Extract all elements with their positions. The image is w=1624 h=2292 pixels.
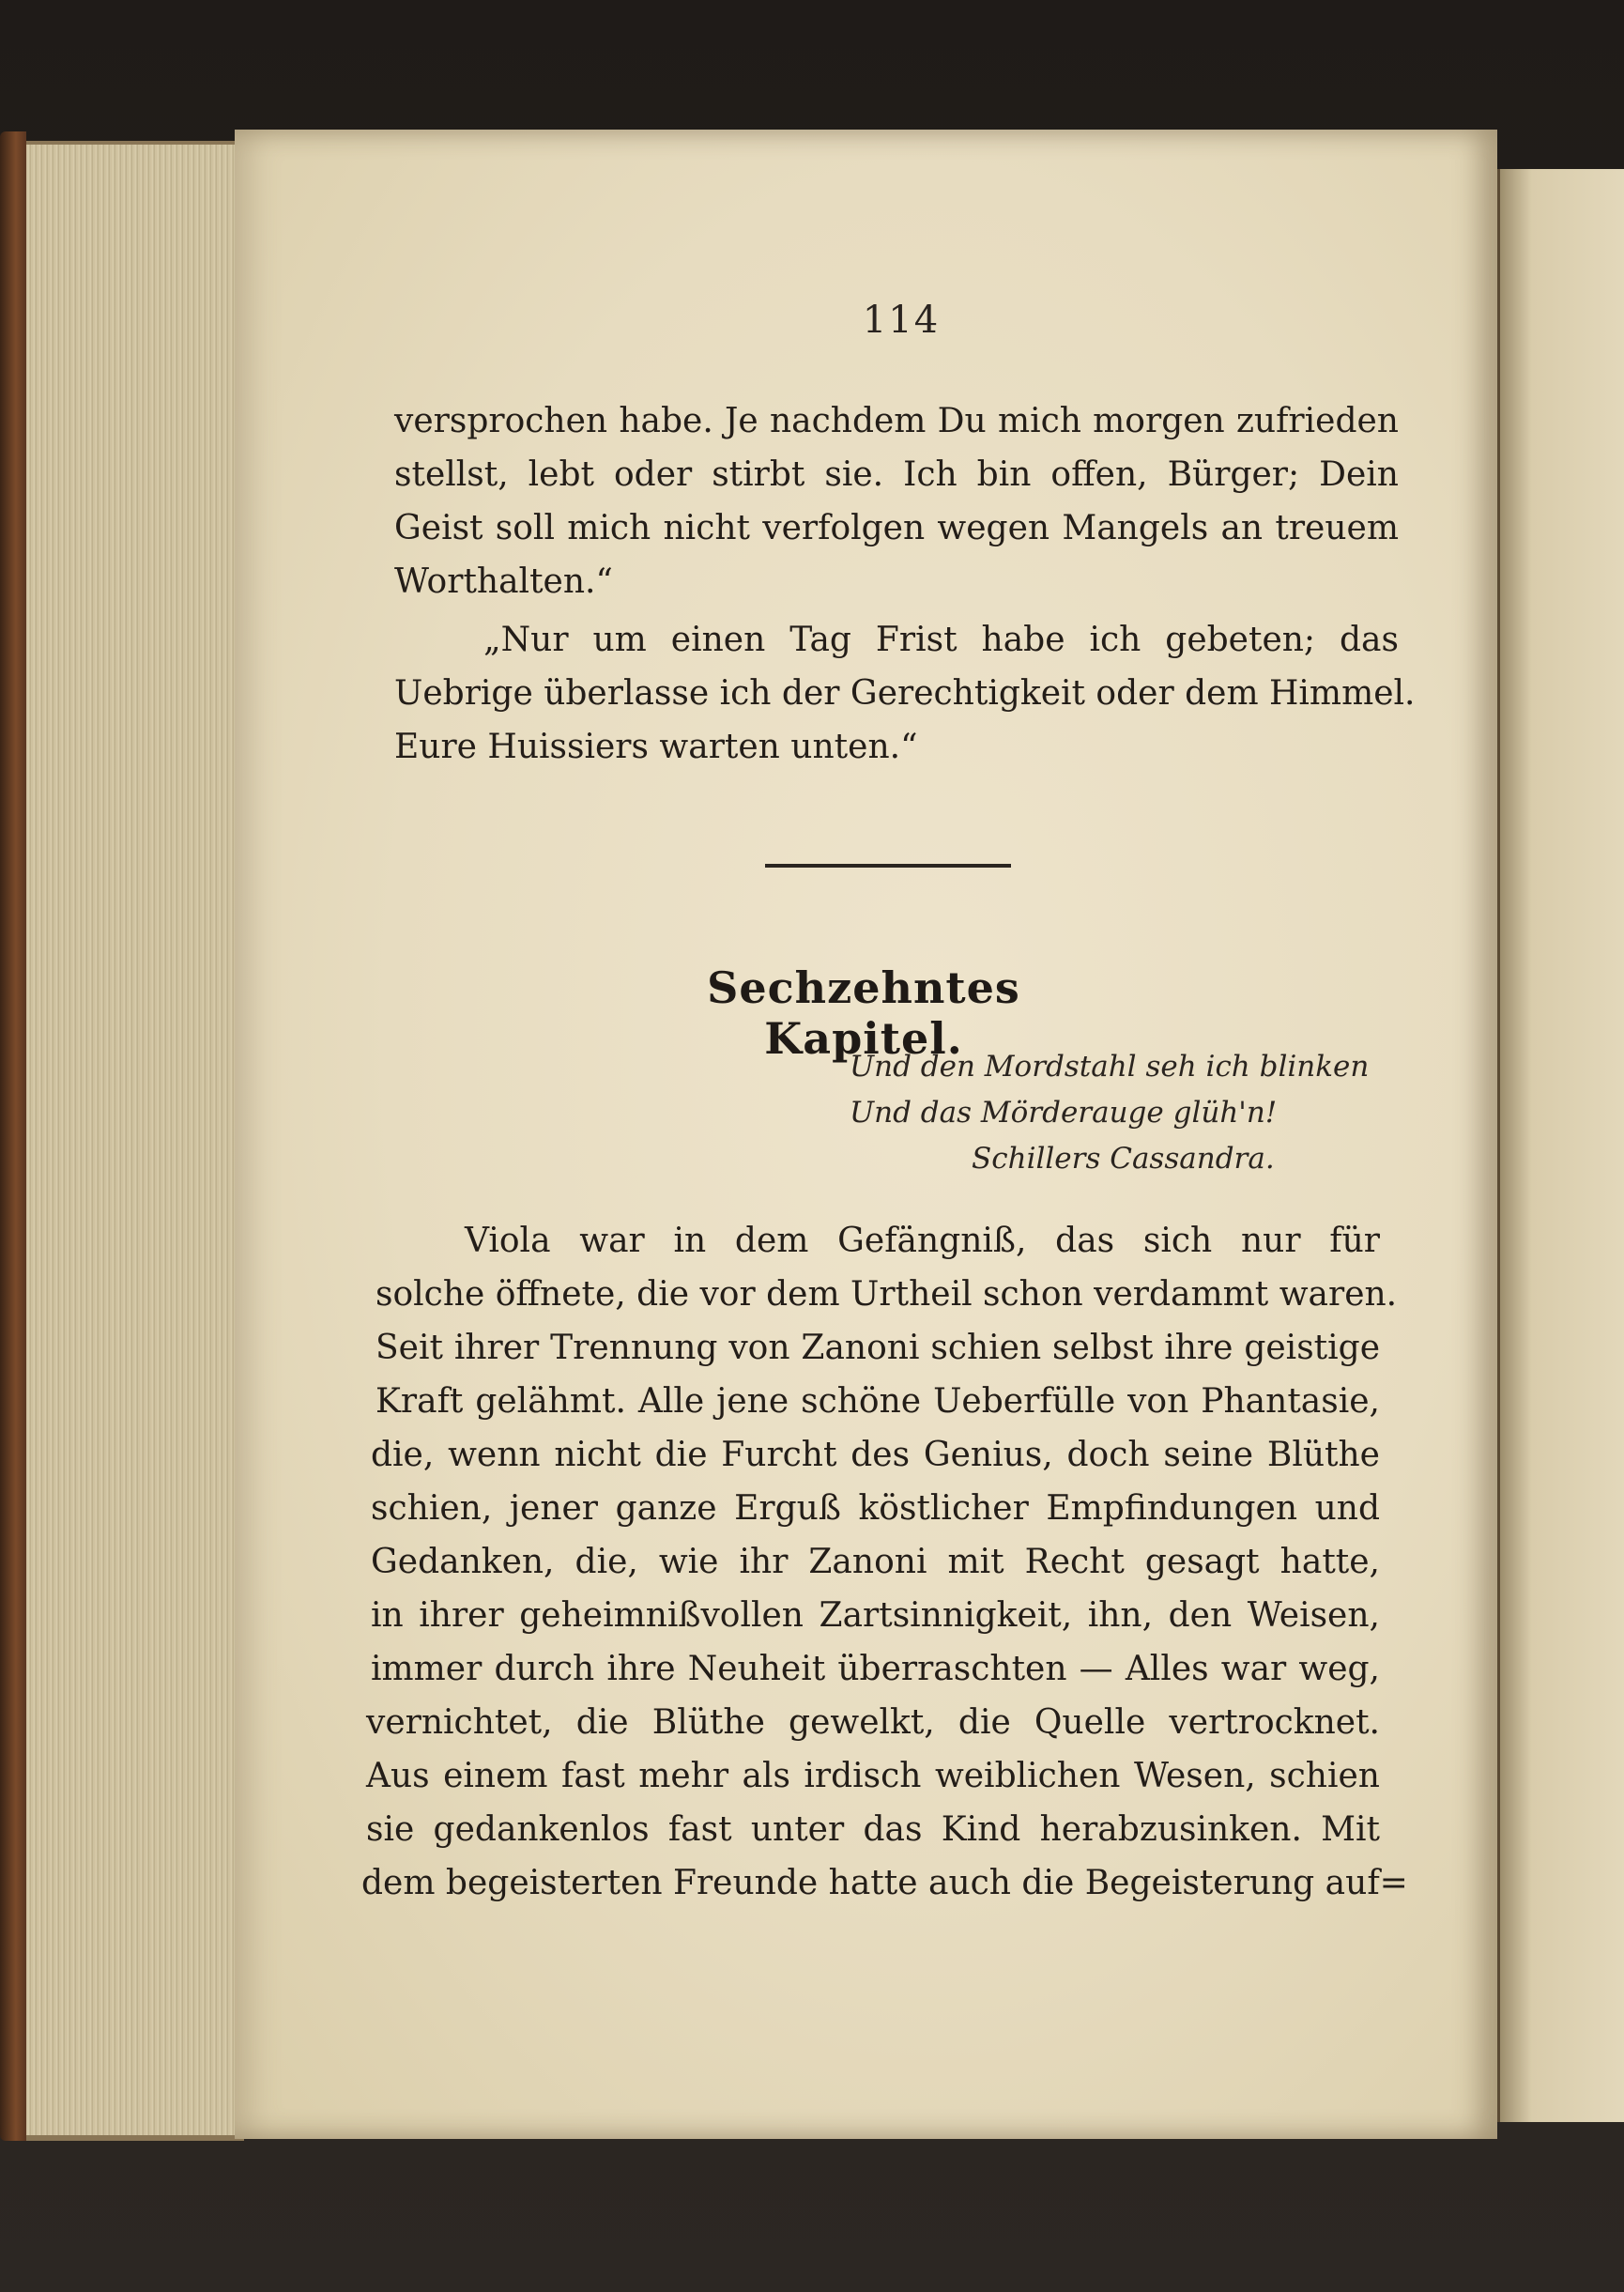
text-line: Worthalten.“ — [394, 562, 613, 601]
text-line: Gedanken, die, wie ihr Zanoni mit Recht gesagt hatte, — [371, 1543, 1380, 1581]
motto-attribution: Schillers Cassandra. — [972, 1142, 1275, 1176]
text-line: Geist soll mich nicht verfolgen wegen Mangels an treuem — [394, 509, 1399, 547]
text-line: immer durch ihre Neuheit überraschten — Alles war weg, — [371, 1650, 1380, 1688]
text-line: sie gedankenlos fast unter das Kind herabzusinken. Mit — [366, 1810, 1380, 1849]
text-line: Seit ihrer Trennung von Zanoni schien selbst ihre geistige — [375, 1329, 1380, 1367]
section-divider — [765, 864, 1011, 868]
text-line: „Nur um einen Tag Frist habe ich gebeten; das — [483, 621, 1399, 659]
facing-page-edge — [1497, 169, 1624, 2122]
page-number: 114 — [862, 299, 941, 342]
page-stack-edge — [26, 141, 244, 2141]
chapter-title: Sechzehntes Kapitel. — [707, 962, 1020, 1064]
text-line: vernichtet, die Blüthe gewelkt, die Quelle vertrocknet. — [366, 1703, 1380, 1742]
text-line: Aus einem fast mehr als irdisch weiblichen Wesen, schien — [366, 1757, 1380, 1795]
text-line: Uebrige überlasse ich der Gerechtigkeit oder dem Himmel. — [394, 674, 1416, 713]
motto-line: Und das Mörderauge glüh'n! — [850, 1096, 1278, 1130]
text-line: Kraft gelähmt. Alle jene schöne Ueberfülle von Phantasie, — [375, 1382, 1380, 1421]
text-line: versprochen habe. Je nachdem Du mich morgen zufrieden — [394, 402, 1399, 440]
motto-line: Und den Mordstahl seh ich blinken — [850, 1050, 1370, 1084]
text-line: schien, jener ganze Erguß köstlicher Empfindungen und — [371, 1489, 1380, 1528]
text-line: Viola war in dem Gefängniß, das sich nur für — [465, 1222, 1380, 1260]
text-line: die, wenn nicht die Furcht des Genius, doch seine Blüthe — [371, 1436, 1380, 1474]
text-line: stellst, lebt oder stirbt sie. Ich bin offen, Bürger; Dein — [394, 455, 1399, 494]
text-line: in ihrer geheimnißvollen Zartsinnigkeit, ihn, den Weisen, — [371, 1596, 1380, 1635]
text-line: Eure Huissiers warten unten.“ — [394, 728, 918, 766]
text-line: solche öffnete, die vor dem Urtheil schon verdammt waren. — [375, 1275, 1398, 1314]
book-cover-edge — [0, 131, 26, 2141]
text-line: dem begeisterten Freunde hatte auch die Begeisterung auf= — [361, 1864, 1408, 1902]
